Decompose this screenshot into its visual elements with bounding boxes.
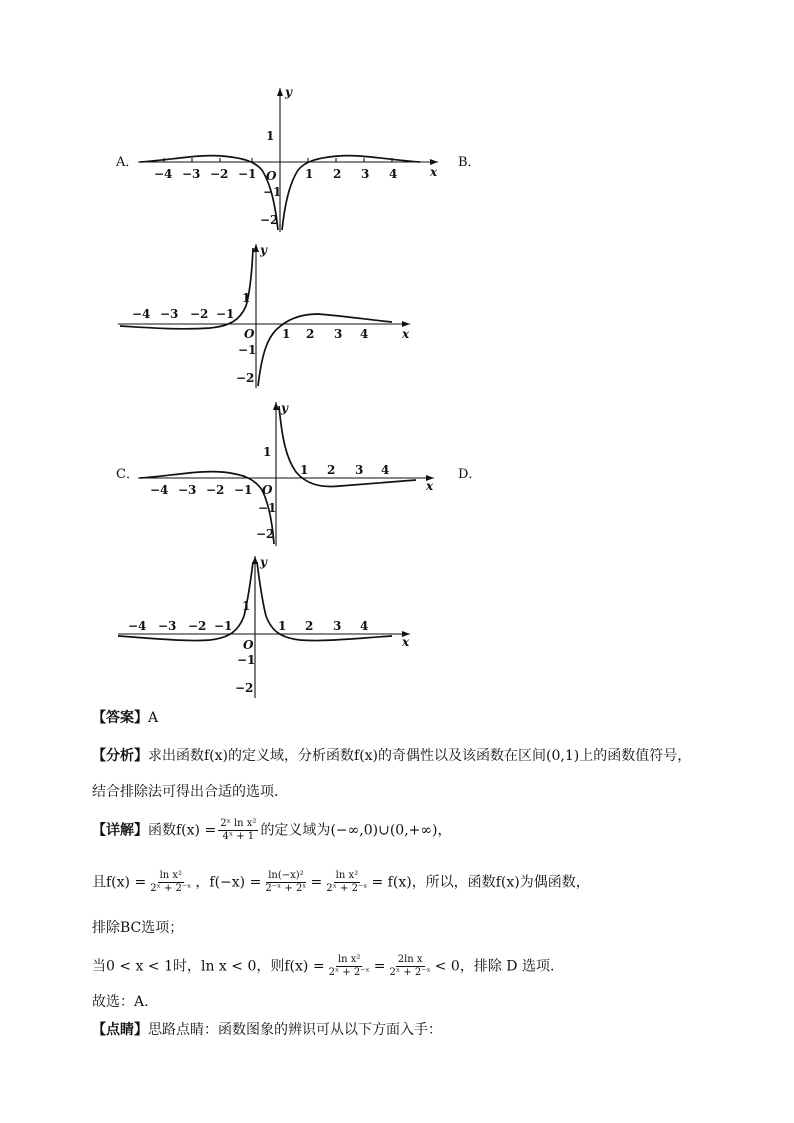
fraction-5: $\frac{\text{ln x²}}{\text{2ˣ + 2⁻ˣ}}$: [328, 954, 370, 978]
x-label: x: [402, 635, 410, 649]
domain: (−∞,0)∪(0,+∞): [330, 822, 438, 839]
comment-tag: 【点睛】: [92, 1022, 148, 1038]
ytick-neg2: −2: [256, 527, 275, 541]
y-arrow: [253, 244, 259, 252]
origin-label: O: [243, 638, 254, 652]
origin-label: O: [244, 327, 255, 341]
ytick-neg1: −1: [263, 185, 282, 199]
tick-2: 2: [306, 327, 315, 341]
ytick-1: 1: [263, 445, 272, 459]
analysis-line-2: 结合排除法可得出合适的选项.: [92, 784, 279, 800]
graph-option-d: [0, 554, 794, 700]
curve-right: [258, 314, 392, 386]
ytick-neg1: −1: [258, 501, 277, 515]
ytick-neg2: −2: [260, 213, 279, 227]
tick-3: 3: [333, 619, 342, 633]
detail-tag: 【详解】: [92, 822, 148, 839]
graph-c-svg: [0, 398, 794, 548]
analysis-text-3: 的奇偶性以及该函数在区间: [378, 748, 547, 764]
tick-neg4: −4: [150, 483, 169, 497]
tick-neg3: −3: [182, 167, 201, 181]
tick-2: 2: [333, 167, 342, 181]
tick-2: 2: [327, 463, 336, 477]
tick-neg3: −3: [158, 619, 177, 633]
graph-option-a: [0, 84, 794, 234]
tick-neg2: −2: [190, 307, 209, 321]
tick-1: 1: [305, 167, 314, 181]
tick-neg4: −4: [154, 167, 173, 181]
x-label: x: [430, 165, 438, 179]
tick-4: 4: [360, 619, 369, 633]
tick-1: 1: [300, 463, 309, 477]
fx-symbol: f(x): [204, 748, 229, 764]
tick-1: 1: [282, 327, 291, 341]
tick-4: 4: [381, 463, 390, 477]
origin-label: O: [266, 169, 277, 183]
x-label: x: [402, 327, 410, 341]
answer-line: [92, 708, 714, 728]
tick-neg4: −4: [128, 619, 147, 633]
tick-neg1: −1: [216, 307, 235, 321]
option-a-label: A．: [116, 155, 139, 170]
ytick-1: 1: [242, 291, 251, 305]
graph-a-svg: [0, 84, 794, 234]
fraction-6: $\frac{\text{2ln x}}{\text{2ˣ + 2⁻ˣ}}$: [389, 954, 431, 978]
analysis-text-2: 的定义域，分析函数: [228, 748, 355, 764]
analysis-text-1: 求出函数: [148, 748, 204, 764]
tick-neg1: −1: [234, 483, 253, 497]
tick-neg1: −1: [214, 619, 233, 633]
tick-neg1: −1: [238, 167, 257, 181]
graph-d-svg: [0, 554, 794, 700]
tick-4: 4: [360, 327, 369, 341]
y-arrow: [277, 88, 283, 96]
tick-neg3: −3: [178, 483, 197, 497]
fx-def: f(x) =: [176, 822, 217, 839]
fraction-4: $\frac{\text{ln x²}}{\text{2ˣ + 2⁻ˣ}}$: [326, 870, 368, 894]
detail-line-1: 【详解】函数f(x) = $\frac{\text{2ˣ ln x²}}{\text{4ˣ + 1}}$ 的定义域为(−∞,0)∪(0,+∞)，: [92, 818, 452, 842]
tick-neg3: −3: [160, 307, 179, 321]
ytick-neg1: −1: [238, 343, 257, 357]
interval: (0,1): [546, 748, 580, 764]
detail-line-3: 排除BC选项；: [92, 920, 184, 936]
tick-3: 3: [361, 167, 370, 181]
answer-tag: 【答案】: [92, 710, 148, 726]
y-label: y: [285, 85, 292, 99]
detail-text-1: 函数: [148, 822, 176, 839]
option-c-label: C．: [116, 467, 139, 482]
tick-neg2: −2: [188, 619, 207, 633]
y-label: y: [281, 401, 288, 415]
graph-option-c: [0, 398, 794, 548]
fx-symbol-2: f(x): [354, 748, 379, 764]
ytick-1: 1: [266, 129, 275, 143]
tick-3: 3: [355, 463, 364, 477]
x-label: x: [426, 479, 434, 493]
analysis-line-1: [92, 746, 714, 766]
fraction-1: $\frac{\text{2ˣ ln x²}}{\text{4ˣ + 1}}$: [220, 818, 257, 842]
ytick-neg2: −2: [236, 371, 255, 385]
curve-right: [282, 156, 420, 230]
graph-option-b: [0, 242, 794, 390]
tick-2: 2: [305, 619, 314, 633]
ytick-1: 1: [242, 599, 251, 613]
y-label: y: [260, 555, 267, 569]
comment-line: [92, 1020, 714, 1040]
answer-value: A: [148, 710, 159, 726]
graph-b-svg: [0, 242, 794, 390]
y-arrow: [273, 402, 279, 410]
origin-label: O: [262, 483, 273, 497]
detail-line-4: 当0 < x < 1时，ln x < 0，则f(x) = $\frac{\text{ln x²}}{\text{2ˣ + 2⁻ˣ}}$ = $\frac{\text{2ln x}}{\text{2ˣ + 2⁻ˣ}}$ < 0，排除 D 选项.: [92, 954, 555, 978]
ytick-neg1: −1: [237, 653, 256, 667]
detail-line-5: 故选：A.: [92, 994, 149, 1010]
detail-line-2: 且f(x) = $\frac{\text{ln x²}}{\text{2ˣ + 2⁻ˣ}}$ ，f(−x) = $\frac{\text{ln(−x)²}}{\text{2⁻ˣ + 2ˣ}}$ = $\frac{\text{ln x²}}{\text{2ˣ + 2⁻ˣ}}$ = f(x)，所以，函数f(x)为偶函数，: [92, 870, 590, 894]
ytick-neg2: −2: [235, 681, 254, 695]
tick-4: 4: [389, 167, 398, 181]
option-b-label: B．: [458, 155, 481, 170]
analysis-text-4: 上的函数值符号，: [579, 748, 692, 764]
tick-3: 3: [334, 327, 343, 341]
fraction-3: $\frac{\text{ln(−x)²}}{\text{2⁻ˣ + 2ˣ}}$: [265, 870, 307, 894]
tick-1: 1: [278, 619, 287, 633]
detail-text-2: 的定义域为: [260, 822, 331, 839]
tick-neg2: −2: [210, 167, 229, 181]
analysis-tag: 【分析】: [92, 748, 148, 764]
tick-neg2: −2: [206, 483, 225, 497]
option-d-label: D．: [458, 467, 482, 482]
y-label: y: [260, 243, 267, 257]
fraction-2: $\frac{\text{ln x²}}{\text{2ˣ + 2⁻ˣ}}$: [150, 870, 192, 894]
comment-text: 思路点睛：函数图象的辨识可从以下方面入手：: [148, 1022, 442, 1038]
tick-neg4: −4: [132, 307, 151, 321]
